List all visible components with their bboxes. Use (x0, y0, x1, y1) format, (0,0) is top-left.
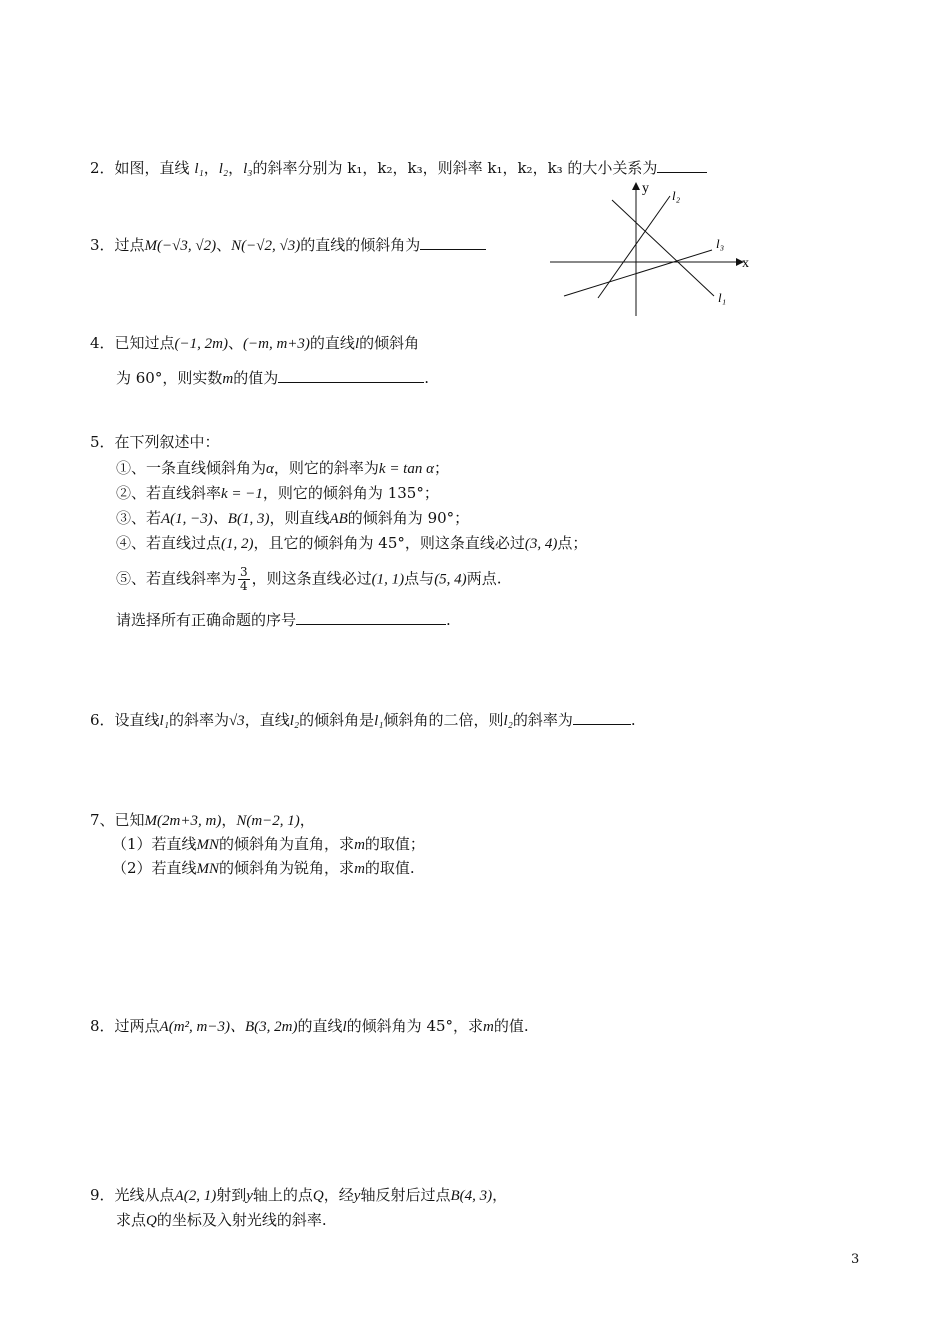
q5-item-5 (116, 566, 501, 593)
q7-text-b: ， (299, 811, 315, 829)
question-9-line1 (90, 1185, 507, 1206)
q3-sep: 、 (216, 236, 232, 254)
q5-i2-text-a: ②、若直线斜率 (116, 484, 222, 502)
q8-text-a: 8．过两点 (90, 1017, 160, 1035)
q5-i4-text-a: ④、若直线过点 (116, 534, 222, 552)
q5-i1-text-b: ，则它的斜率为 (273, 459, 379, 477)
q5-i4-text-b: ，且它的倾斜角为 45°，则这条直线必过 (253, 534, 525, 552)
q9-text-d: ，经 (323, 1186, 354, 1204)
q3-point-n: N(−√2, √3) (231, 238, 301, 254)
q4-text-e: 的值为 (233, 369, 279, 387)
q5-item-1 (116, 458, 449, 479)
q7-s1-text-a: （1）若直线 (112, 835, 197, 853)
q6-text-a: 6．设直线 (90, 711, 160, 729)
q3-text: 的直线的倾斜角为 (300, 236, 421, 254)
q7-point-m: M(2m+3, m) (144, 813, 222, 829)
q5-i1-eq: k = tan α (378, 461, 434, 477)
q5-i5-text-c: 点与 (404, 569, 435, 588)
q5-item-2 (116, 483, 439, 504)
q2-sep2: ， (228, 159, 244, 177)
q5-ask-text: 请选择所有正确命题的序号 (116, 611, 297, 629)
q5-i5-text-a: ⑤、若直线斜率为 (116, 569, 237, 588)
q4-var-m: m (222, 371, 234, 387)
q6-period: . (630, 711, 636, 729)
q2-prefix: 2．如图，直线 (90, 159, 195, 177)
q5-i3-text-b: ，则直线 (269, 509, 330, 527)
q9-y-b: y (353, 1188, 361, 1204)
q5-i3-points: A(1, −3)、B(1, 3) (161, 511, 270, 527)
q5-i4-text-c: 点； (557, 534, 588, 552)
q7-sub-2 (112, 858, 415, 879)
q4-point-1: (−1, 2m) (174, 336, 228, 352)
q2-answer-blank[interactable] (657, 158, 707, 173)
q9-text-b: 射到 (216, 1186, 247, 1204)
q4-answer-blank[interactable] (278, 368, 424, 383)
q5-i5-fraction (238, 566, 250, 593)
q2-l1: l₁ (194, 161, 204, 177)
q6-text-b: 的斜率为 (168, 711, 229, 729)
q7-s1-mn: MN (196, 837, 220, 853)
q7-s2-m: m (354, 861, 365, 877)
question-7 (90, 810, 315, 831)
q5-item-3 (116, 508, 469, 529)
page-number: 3 (851, 1252, 860, 1267)
q8-text-d: 的值. (493, 1017, 529, 1035)
question-5-title: 5．在下列叙述中： (90, 433, 220, 451)
q4-line-l: l (354, 336, 360, 352)
q5-i2-eq: k = −1 (221, 486, 263, 502)
q4-text-d: 为 60°，则实数 (116, 369, 223, 387)
q6-l1: l₁ (159, 713, 169, 729)
l1-label: l₁ (718, 290, 727, 305)
q5-i3-text-a: ③、若 (116, 509, 162, 527)
q6-text-e: 倾斜角的二倍，则 (383, 711, 504, 729)
q2-l2: l₂ (218, 161, 229, 177)
q7-s1-m: m (354, 837, 365, 853)
q8-var-m: m (483, 1019, 494, 1035)
q6-text-f: 的斜率为 (512, 711, 573, 729)
q9-point-b: B(4, 3) (450, 1188, 493, 1204)
q4-text-a: 4．已知过点 (90, 334, 175, 352)
q9-text-a: 9．光线从点 (90, 1186, 175, 1204)
q5-i5-text-b: ，则这条直线必过 (251, 569, 372, 588)
q5-ask (116, 610, 451, 630)
q7-sep: ， (221, 811, 237, 829)
q3-answer-blank[interactable] (420, 235, 486, 250)
q7-s2-text-a: （2）若直线 (112, 859, 197, 877)
line-l2 (598, 196, 670, 298)
q7-s1-text-c: 的取值； (364, 835, 425, 853)
q8-points: A(m², m−3)、B(3, 2m) (159, 1019, 298, 1035)
q9-text-c: 轴上的点 (252, 1186, 313, 1204)
q2-text: 的斜率分别为 k₁，k₂，k₃，则斜率 k₁，k₂，k₃ 的大小关系为 (252, 159, 658, 177)
q4-sep: 、 (228, 334, 244, 352)
q4-period: . (424, 369, 429, 387)
q9-point-a: A(2, 1) (174, 1188, 217, 1204)
q9-q-b: Q (146, 1213, 157, 1229)
question-9-line2 (116, 1210, 327, 1231)
line-l1 (612, 200, 714, 296)
q5-i1-text-c: ； (433, 459, 449, 477)
q9-q-a: Q (312, 1188, 324, 1204)
question-4-line1 (90, 333, 419, 354)
q5-answer-blank[interactable] (296, 610, 446, 625)
q6-l1-b: l₁ (374, 713, 384, 729)
q4-text-b: 的直线 (309, 334, 355, 352)
q5-frac-num: 3 (240, 565, 248, 579)
q5-i4-point-q: (3, 4) (524, 536, 558, 552)
q7-sub-1 (112, 834, 425, 855)
q5-alpha: α (266, 461, 274, 477)
question-4-line2 (116, 368, 429, 389)
q8-line-l: l (342, 1019, 347, 1035)
x-label: x (742, 256, 749, 271)
q6-l2-b: l₂ (503, 713, 513, 729)
question-2 (90, 158, 707, 179)
l3-label: l₃ (716, 236, 725, 251)
q9-y-a: y (246, 1188, 253, 1204)
question-3 (90, 235, 486, 256)
q5-frac-den: 4 (240, 579, 248, 593)
q8-text-b: 的直线 (297, 1017, 343, 1035)
q3-point-m: M(−√3, √2) (144, 238, 217, 254)
q9-text-h: 的坐标及入射光线的斜率. (156, 1211, 327, 1229)
q5-i2-text-b: ，则它的倾斜角为 135°； (262, 484, 439, 502)
q7-s2-text-b: 的倾斜角为锐角，求 (219, 859, 355, 877)
lines-figure (548, 178, 758, 323)
q5-i5-text-d: 两点. (466, 569, 502, 588)
q6-value: √3 (228, 713, 245, 729)
q9-text-f: ， (492, 1186, 508, 1204)
y-axis-arrow (632, 182, 640, 190)
l2-label: l₂ (672, 188, 681, 203)
question-8 (90, 1016, 529, 1037)
q8-text-c: 的倾斜角为 45°，求 (346, 1017, 484, 1035)
question-6 (90, 710, 636, 731)
q5-i5-point-q: (5, 4) (434, 571, 467, 588)
q4-point-2: (−m, m+3) (243, 336, 310, 352)
y-label: y (642, 181, 649, 196)
q3-prefix: 3．过点 (90, 236, 145, 254)
q6-text-d: 的倾斜角是 (299, 711, 375, 729)
q7-s1-text-b: 的倾斜角为直角，求 (219, 835, 355, 853)
q7-text-a: 7、已知 (90, 811, 145, 829)
q5-period: . (446, 611, 451, 629)
q9-text-e: 轴反射后过点 (360, 1186, 451, 1204)
q5-i5-point-p: (1, 1) (371, 571, 405, 588)
q5-i4-point-p: (1, 2) (221, 536, 254, 552)
q7-point-n: N(m−2, 1) (236, 813, 300, 829)
q6-answer-blank[interactable] (573, 710, 631, 725)
q2-sep1: ， (203, 159, 219, 177)
q5-item-4 (116, 533, 587, 554)
q2-l3: l₃ (243, 161, 253, 177)
q7-s2-mn: MN (196, 861, 220, 877)
q6-l2-a: l₂ (289, 713, 300, 729)
q5-i3-ab: AB (329, 511, 348, 527)
q5-i3-text-c: 的倾斜角为 90°； (347, 509, 470, 527)
q7-s2-text-c: 的取值. (364, 859, 415, 877)
q4-text-c: 的倾斜角 (359, 334, 420, 352)
q6-text-c: ，直线 (244, 711, 290, 729)
q5-i1-text-a: ①、一条直线倾斜角为 (116, 459, 267, 477)
q9-text-g: 求点 (116, 1211, 147, 1229)
